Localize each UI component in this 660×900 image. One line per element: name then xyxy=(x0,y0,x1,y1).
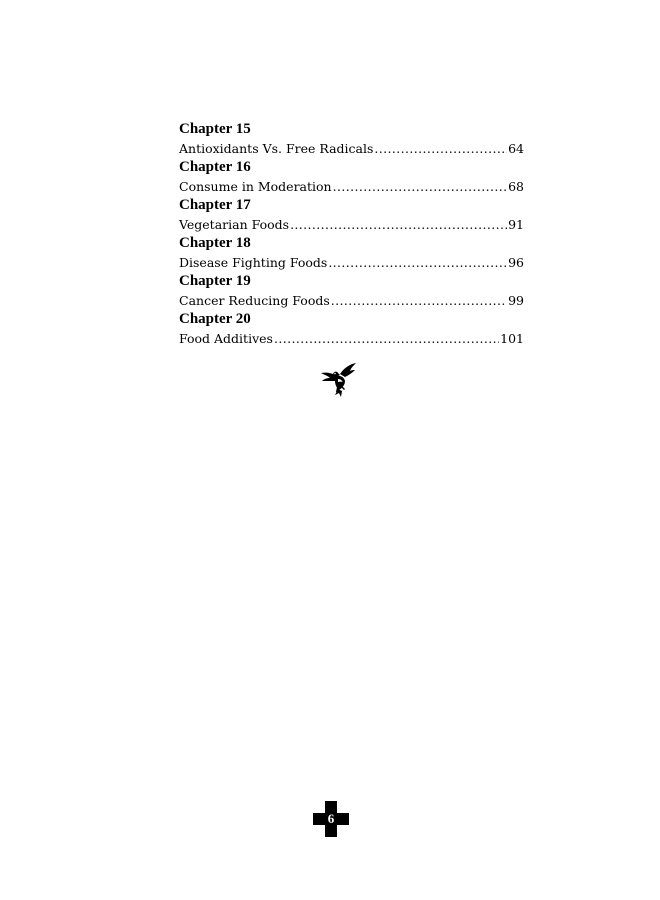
toc-entry-chapter-18 xyxy=(179,234,524,272)
chapter-title: Consume in Moderation xyxy=(179,179,332,194)
chapter-heading: Chapter 15 xyxy=(179,121,251,137)
chapter-line[interactable] xyxy=(179,253,524,272)
toc-entry-chapter-20 xyxy=(179,310,524,348)
dot-leader xyxy=(374,139,507,158)
page-number: 6 xyxy=(327,811,335,826)
chapter-page-number: 64 xyxy=(508,141,524,156)
dot-leader xyxy=(331,291,507,310)
toc-entry-chapter-19 xyxy=(179,272,524,310)
chapter-title: Food Additives xyxy=(179,331,273,346)
dot-leader xyxy=(328,253,507,272)
chapter-page-number: 68 xyxy=(508,179,524,194)
chapter-page-number: 101 xyxy=(500,331,524,346)
toc-entry-chapter-17 xyxy=(179,196,524,234)
toc-entry-chapter-15 xyxy=(179,120,524,158)
chapter-line[interactable] xyxy=(179,139,524,158)
dot-leader xyxy=(274,329,499,348)
dot-leader xyxy=(333,177,507,196)
table-of-contents xyxy=(179,120,524,348)
chapter-title: Antioxidants Vs. Free Radicals xyxy=(179,141,374,156)
dot-leader xyxy=(290,215,507,234)
chapter-heading: Chapter 20 xyxy=(179,311,251,327)
chapter-heading: Chapter 17 xyxy=(179,197,251,213)
chapter-heading: Chapter 18 xyxy=(179,235,251,251)
chapter-line[interactable] xyxy=(179,177,524,196)
chapter-page-number: 91 xyxy=(508,217,524,232)
chapter-title: Cancer Reducing Foods xyxy=(179,293,330,308)
eagle-icon xyxy=(318,360,358,400)
chapter-line[interactable] xyxy=(179,291,524,310)
chapter-line[interactable] xyxy=(179,329,524,348)
chapter-heading: Chapter 16 xyxy=(179,159,251,175)
chapter-heading: Chapter 19 xyxy=(179,273,251,289)
toc-entry-chapter-16 xyxy=(179,158,524,196)
chapter-title: Disease Fighting Foods xyxy=(179,255,328,270)
chapter-page-number: 96 xyxy=(508,255,524,270)
chapter-title: Vegetarian Foods xyxy=(179,217,290,232)
chapter-page-number: 99 xyxy=(508,293,524,308)
chapter-line[interactable] xyxy=(179,215,524,234)
